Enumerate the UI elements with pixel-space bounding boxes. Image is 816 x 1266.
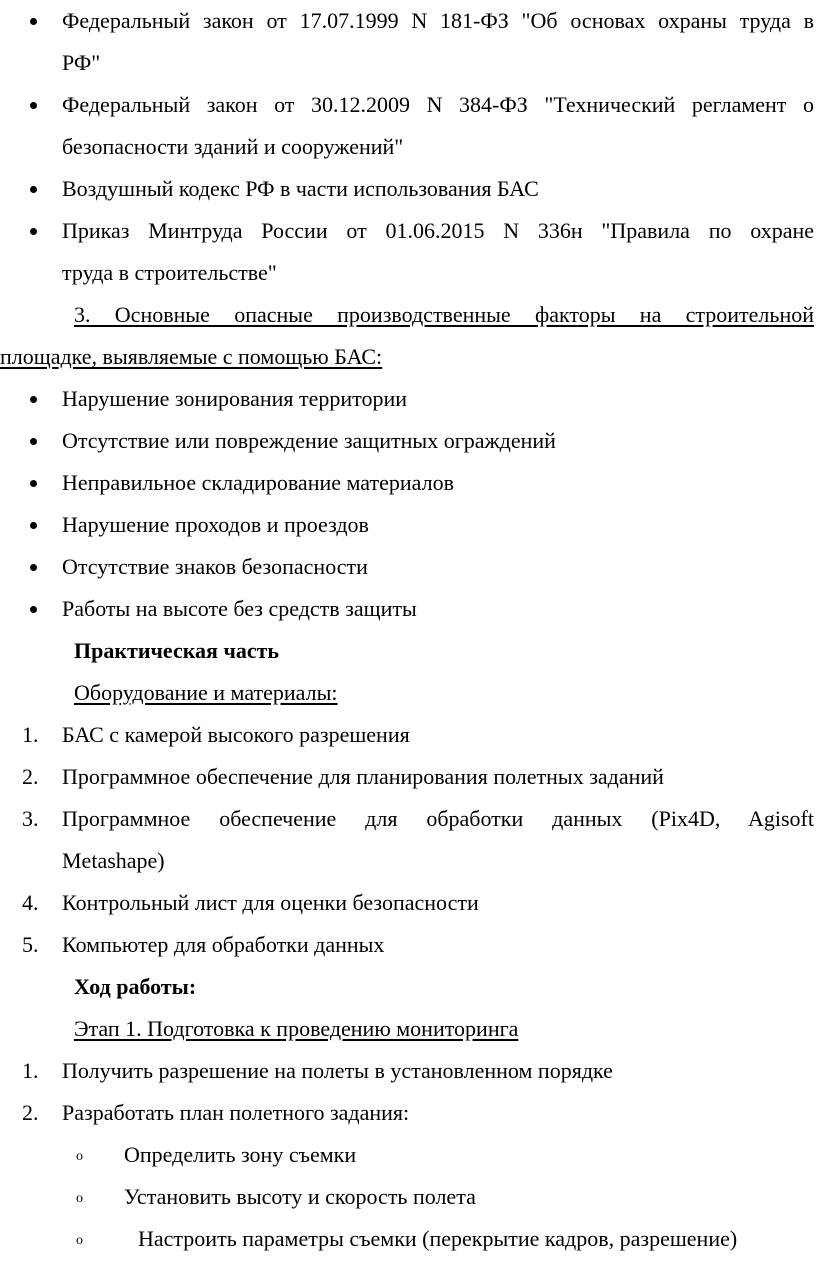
- list-item: [0, 168, 816, 210]
- list-item: [0, 504, 816, 546]
- section-heading-continuation: [0, 336, 816, 378]
- list-item: [0, 378, 816, 420]
- list-item-text: БАС с камерой высокого разрешения: [62, 722, 410, 747]
- list-item: [0, 588, 816, 630]
- workflow-title-text: Ход работы:: [74, 974, 197, 999]
- numbered-item: [0, 882, 816, 924]
- sub-list-item: [0, 1176, 816, 1218]
- list-item-text: Приказ Минтруда России от 01.06.2015 N 336н "Правила по охране: [62, 218, 814, 243]
- numbered-item: [0, 798, 816, 840]
- item-number: 1.: [22, 1058, 39, 1083]
- item-number: 3.: [22, 806, 39, 831]
- list-item-text: Контрольный лист для оценки безопасности: [62, 890, 479, 915]
- item-number: 5.: [22, 932, 39, 957]
- bullet-icon: [30, 438, 37, 445]
- bullet-icon: [30, 102, 37, 109]
- list-item: [0, 210, 816, 252]
- list-item: [0, 420, 816, 462]
- item-number: 2.: [22, 764, 39, 789]
- list-item: [0, 84, 816, 126]
- bullet-icon: [30, 606, 37, 613]
- list-item-text: Получить разрешение на полеты в установленном порядке: [62, 1058, 613, 1083]
- list-item-text: Федеральный закон от 17.07.1999 N 181-ФЗ "Об основах охраны труда в: [62, 8, 814, 33]
- practical-title-text: Практическая часть: [74, 638, 280, 663]
- workflow-title: [0, 966, 816, 1008]
- stage-title: [0, 1008, 816, 1050]
- section-heading-line: 3. Основные опасные производственные факторы на строительной: [74, 302, 814, 327]
- list-item-text: Воздушный кодекс РФ в части использования БАС: [62, 176, 539, 201]
- list-item-continuation: [0, 42, 816, 84]
- section-heading: [0, 294, 816, 336]
- circle-bullet-icon: o: [76, 1149, 83, 1164]
- bullet-icon: [30, 564, 37, 571]
- list-item-text: Программное обеспечение для обработки данных (Pix4D, Agisoft: [62, 806, 814, 831]
- circle-bullet-icon: o: [76, 1233, 83, 1248]
- list-item-continuation: [0, 126, 816, 168]
- list-item-text: РФ": [62, 50, 101, 75]
- numbered-item: [0, 714, 816, 756]
- list-item-text: Отсутствие знаков безопасности: [62, 554, 368, 579]
- bullet-icon: [30, 228, 37, 235]
- sub-list-item: [0, 1134, 816, 1176]
- bullet-icon: [30, 396, 37, 403]
- list-item-text: Программное обеспечение для планирования полетных заданий: [62, 764, 664, 789]
- numbered-item-continuation: [0, 840, 816, 882]
- list-item-text: Нарушение проходов и проездов: [62, 512, 369, 537]
- equipment-title: [0, 672, 816, 714]
- list-item-text: Компьютер для обработки данных: [62, 932, 385, 957]
- item-number: 2.: [22, 1100, 39, 1125]
- numbered-item: [0, 924, 816, 966]
- item-number: 4.: [22, 890, 39, 915]
- sub-list-item: [0, 1218, 816, 1260]
- list-item-text: Разработать план полетного задания:: [62, 1100, 410, 1125]
- list-item-text: Федеральный закон от 30.12.2009 N 384-ФЗ "Технический регламент о: [62, 92, 814, 117]
- section-heading-line: площадке, выявляемые с помощью БАС:: [0, 344, 383, 369]
- list-item-text: труда в строительстве": [62, 260, 277, 285]
- bullet-icon: [30, 480, 37, 487]
- list-item-text: безопасности зданий и сооружений": [62, 134, 404, 159]
- numbered-item: [0, 1092, 816, 1134]
- bullet-icon: [30, 522, 37, 529]
- list-item-text: Неправильное складирование материалов: [62, 470, 454, 495]
- equipment-title-text: Оборудование и материалы:: [74, 680, 338, 705]
- list-item-text: Нарушение зонирования территории: [62, 386, 408, 411]
- item-number: 1.: [22, 722, 39, 747]
- list-item-text: Metashape): [62, 848, 165, 873]
- bullet-icon: [30, 18, 37, 25]
- list-item: [0, 0, 816, 42]
- sub-list-item-text: Определить зону съемки: [124, 1142, 357, 1167]
- sub-list-item-text: Настроить параметры съемки (перекрытие кадров, разрешение): [138, 1226, 738, 1251]
- list-item-continuation: [0, 252, 816, 294]
- bullet-icon: [30, 186, 37, 193]
- list-item: [0, 546, 816, 588]
- list-item-text: Работы на высоте без средств защиты: [62, 596, 417, 621]
- stage-title-text: Этап 1. Подготовка к проведению мониторинга: [74, 1016, 519, 1041]
- sub-list-item-text: Установить высоту и скорость полета: [124, 1184, 476, 1209]
- numbered-item: [0, 756, 816, 798]
- list-item: [0, 462, 816, 504]
- practical-title: [0, 630, 816, 672]
- numbered-item: [0, 1050, 816, 1092]
- list-item-text: Отсутствие или повреждение защитных ограждений: [62, 428, 556, 453]
- circle-bullet-icon: o: [76, 1191, 83, 1206]
